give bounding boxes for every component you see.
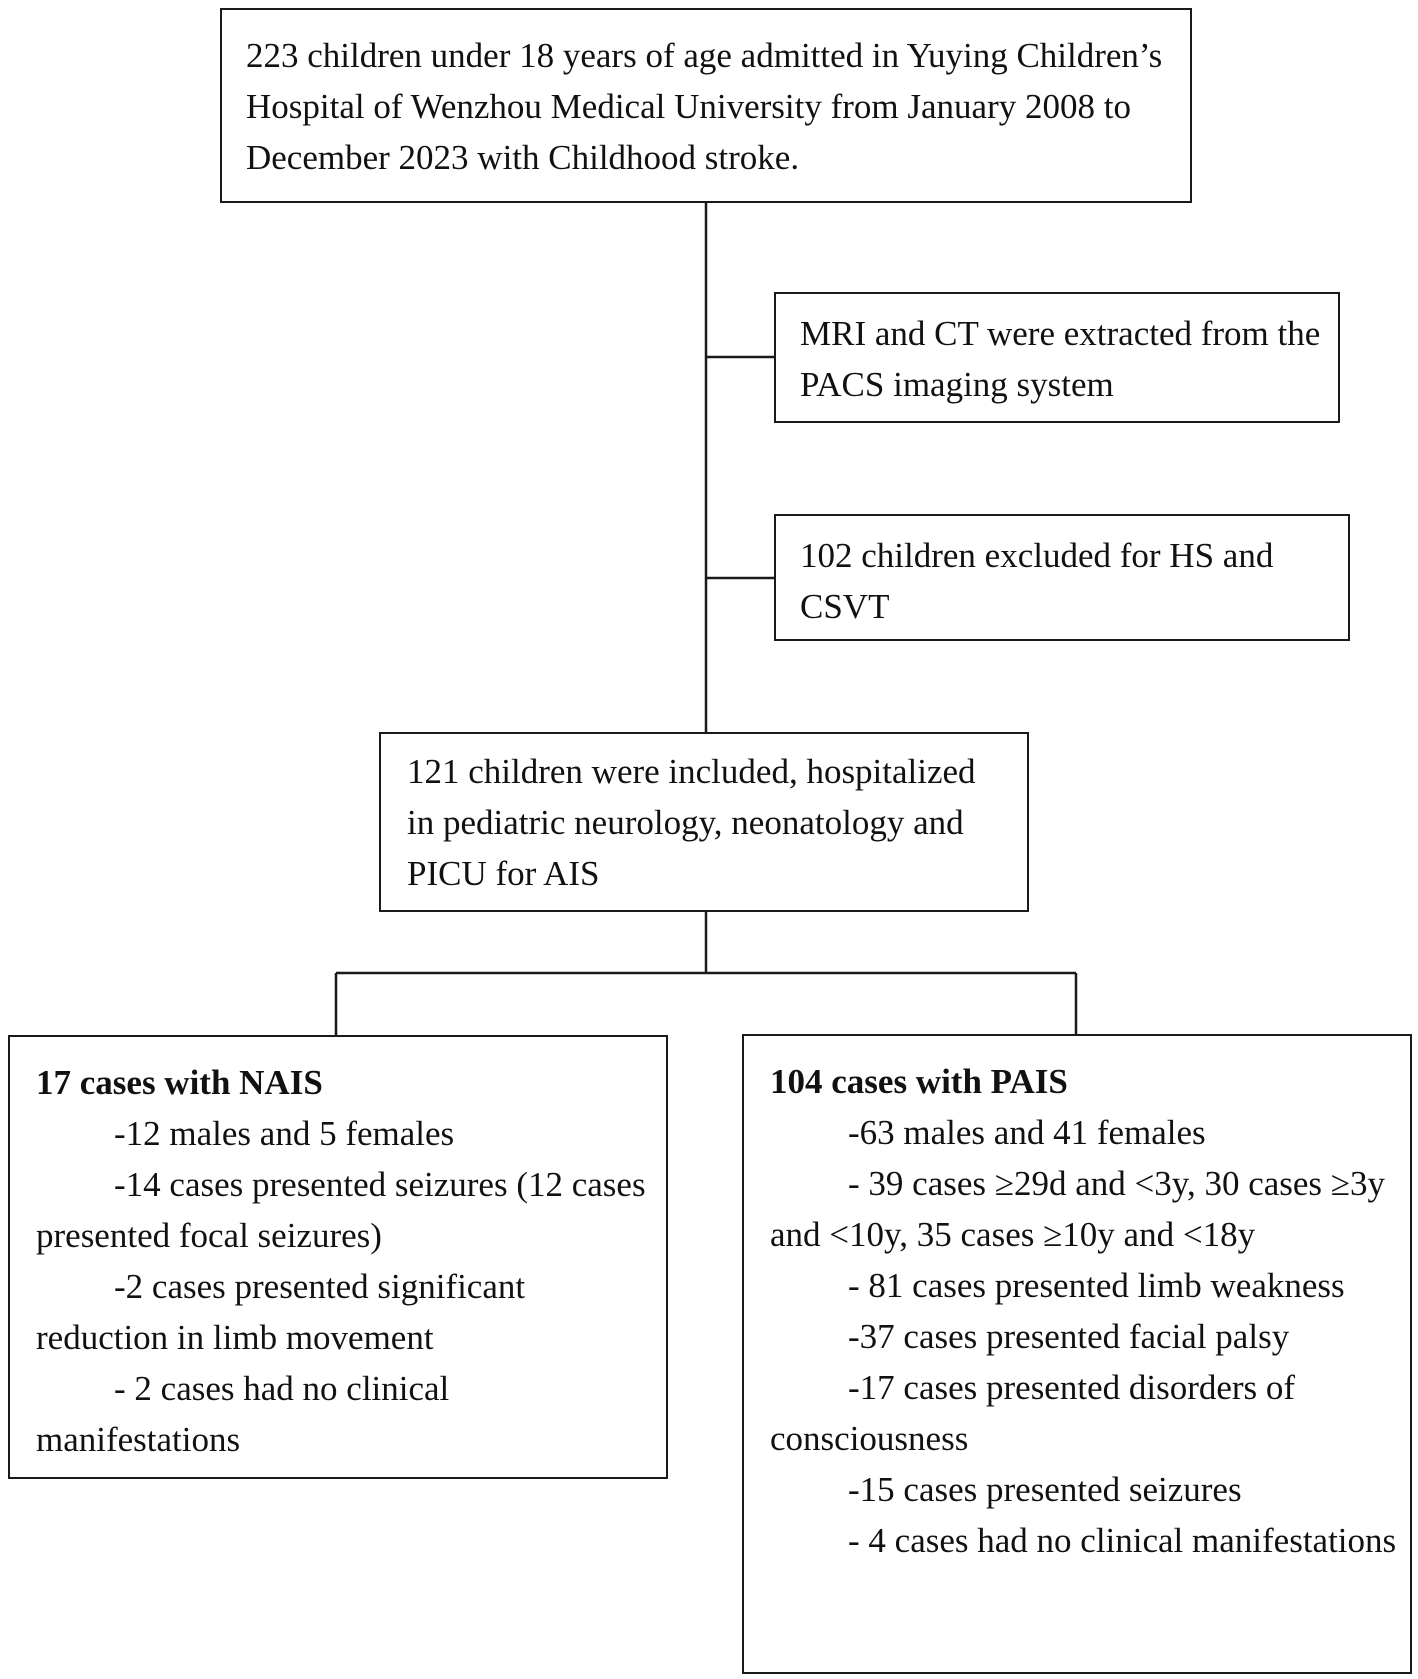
study-population-text: 223 children under 18 years of age admitted in Yuying Children’s Hospital of Wenzhou Medical University from January 2008 to December 2023 with Childhood stroke. bbox=[246, 36, 1163, 177]
pais-item-sex: -63 males and 41 females bbox=[848, 1113, 1206, 1152]
pais-item-no-manifestations: - 4 cases had no clinical manifestations bbox=[848, 1521, 1397, 1560]
pais-item-limb-weakness: - 81 cases presented limb weakness bbox=[848, 1266, 1345, 1305]
inclusion-text: 121 children were included, hospitalized in pediatric neurology, neonatology and PICU for AIS bbox=[407, 752, 976, 893]
pais-box bbox=[742, 1034, 1412, 1674]
pais-title: 104 cases with PAIS bbox=[770, 1062, 1068, 1101]
nais-item-sex: -12 males and 5 females bbox=[114, 1114, 455, 1153]
study-population-box bbox=[220, 8, 1192, 203]
exclusion-text: 102 children excluded for HS and CSVT bbox=[800, 536, 1274, 626]
nais-item-limb-movement: -2 cases presented significant reduction in limb movement bbox=[36, 1267, 526, 1357]
nais-item-seizures: -14 cases presented seizures (12 cases presented focal seizures) bbox=[36, 1165, 646, 1255]
pais-item-consciousness: -17 cases presented disorders of consciousness bbox=[770, 1368, 1296, 1458]
exclusion-box bbox=[774, 514, 1350, 641]
nais-item-no-manifestations: - 2 cases had no clinical manifestations bbox=[36, 1369, 450, 1459]
inclusion-box bbox=[379, 732, 1029, 912]
pais-item-age-groups: - 39 cases ≥29d and <3y, 30 cases ≥3y and <10y, 35 cases ≥10y and <18y bbox=[770, 1164, 1386, 1254]
pais-item-seizures: -15 cases presented seizures bbox=[848, 1470, 1242, 1509]
imaging-extraction-box bbox=[774, 292, 1340, 423]
pais-item-facial-palsy: -37 cases presented facial palsy bbox=[848, 1317, 1290, 1356]
nais-box bbox=[8, 1035, 668, 1479]
nais-title: 17 cases with NAIS bbox=[36, 1063, 323, 1102]
imaging-extraction-text: MRI and CT were extracted from the PACS imaging system bbox=[800, 314, 1321, 404]
